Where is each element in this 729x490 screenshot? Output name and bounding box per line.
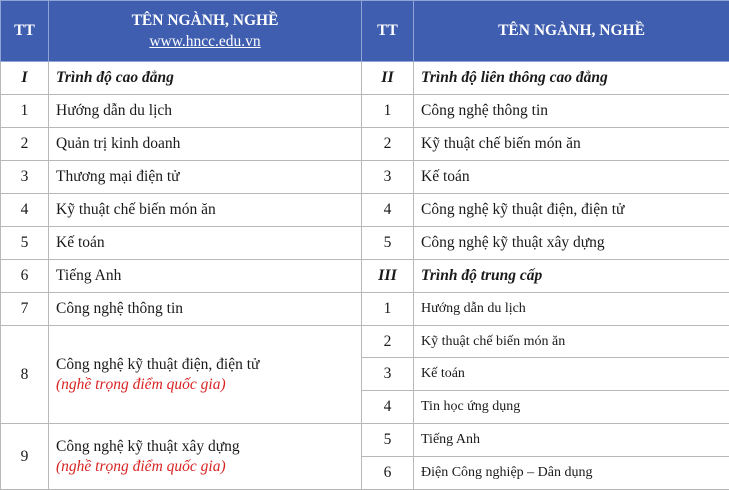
section-title-ii: Trình độ liên thông cao đẳng — [414, 62, 729, 95]
row-num: 5 — [362, 424, 414, 457]
section-num-i: I — [1, 62, 49, 95]
table-row — [1, 227, 729, 260]
program-name: Hướng dẫn du lịch — [414, 293, 729, 326]
program-name: Kế toán — [414, 161, 729, 194]
table-row — [1, 161, 729, 194]
national-key-note: (nghề trọng điểm quốc gia) — [56, 375, 226, 393]
header-tt-right: TT — [362, 1, 414, 62]
row-num: 9 — [1, 424, 49, 490]
national-key-note: (nghề trọng điểm quốc gia) — [56, 457, 226, 475]
section-num-iii: III — [362, 260, 414, 293]
row-num: 5 — [362, 227, 414, 260]
row-num: 2 — [362, 326, 414, 358]
table-row — [1, 293, 729, 326]
row-num: 5 — [1, 227, 49, 260]
program-name: Kỹ thuật chế biến món ăn — [414, 128, 729, 161]
program-name: Kế toán — [49, 227, 362, 260]
row-num: 6 — [362, 457, 414, 490]
row-num: 4 — [1, 194, 49, 227]
table-row — [1, 194, 729, 227]
website-link[interactable]: www.hncc.edu.vn — [149, 32, 261, 50]
table-row — [1, 326, 729, 358]
row-num: 4 — [362, 391, 414, 424]
program-name: Điện Công nghiệp – Dân dụng — [414, 457, 729, 490]
program-name-cell — [49, 326, 362, 424]
table-row — [1, 424, 729, 457]
row-num: 4 — [362, 194, 414, 227]
program-name: Tiếng Anh — [414, 424, 729, 457]
header-name-label: TÊN NGÀNH, NGHỀ — [131, 11, 279, 29]
row-num: 6 — [1, 260, 49, 293]
program-name: Công nghệ kỹ thuật điện, điện tử — [56, 355, 260, 373]
program-name-cell — [49, 424, 362, 490]
row-num: 2 — [1, 128, 49, 161]
program-name: Hướng dẫn du lịch — [49, 95, 362, 128]
header-tt-left: TT — [1, 1, 49, 62]
row-num: 7 — [1, 293, 49, 326]
program-name: Quản trị kinh doanh — [49, 128, 362, 161]
program-name: Công nghệ kỹ thuật xây dựng — [56, 437, 240, 455]
row-num: 1 — [362, 95, 414, 128]
program-name: Kỹ thuật chế biến món ăn — [414, 326, 729, 358]
table-header-row — [1, 1, 729, 62]
section-num-ii: II — [362, 62, 414, 95]
program-name: Công nghệ kỹ thuật xây dựng — [414, 227, 729, 260]
header-name-right: TÊN NGÀNH, NGHỀ — [414, 1, 729, 62]
row-num: 1 — [1, 95, 49, 128]
program-name: Công nghệ kỹ thuật điện, điện tử — [414, 194, 729, 227]
table-row — [1, 95, 729, 128]
program-name: Thương mại điện tử — [49, 161, 362, 194]
row-num: 8 — [1, 326, 49, 424]
section-title-iii: Trình độ trung cấp — [414, 260, 729, 293]
program-name: Kế toán — [414, 358, 729, 391]
program-name: Kỹ thuật chế biến món ăn — [49, 194, 362, 227]
program-name: Tiếng Anh — [49, 260, 362, 293]
row-num: 3 — [362, 358, 414, 391]
row-num: 3 — [1, 161, 49, 194]
row-num: 2 — [362, 128, 414, 161]
table-row — [1, 260, 729, 293]
header-name-left — [49, 1, 362, 62]
table-row — [1, 128, 729, 161]
section-title-i: Trình độ cao đẳng — [49, 62, 362, 95]
row-num: 1 — [362, 293, 414, 326]
program-name: Công nghệ thông tin — [49, 293, 362, 326]
table-row — [1, 62, 729, 95]
program-name: Công nghệ thông tin — [414, 95, 729, 128]
row-num: 3 — [362, 161, 414, 194]
program-name: Tin học ứng dụng — [414, 391, 729, 424]
